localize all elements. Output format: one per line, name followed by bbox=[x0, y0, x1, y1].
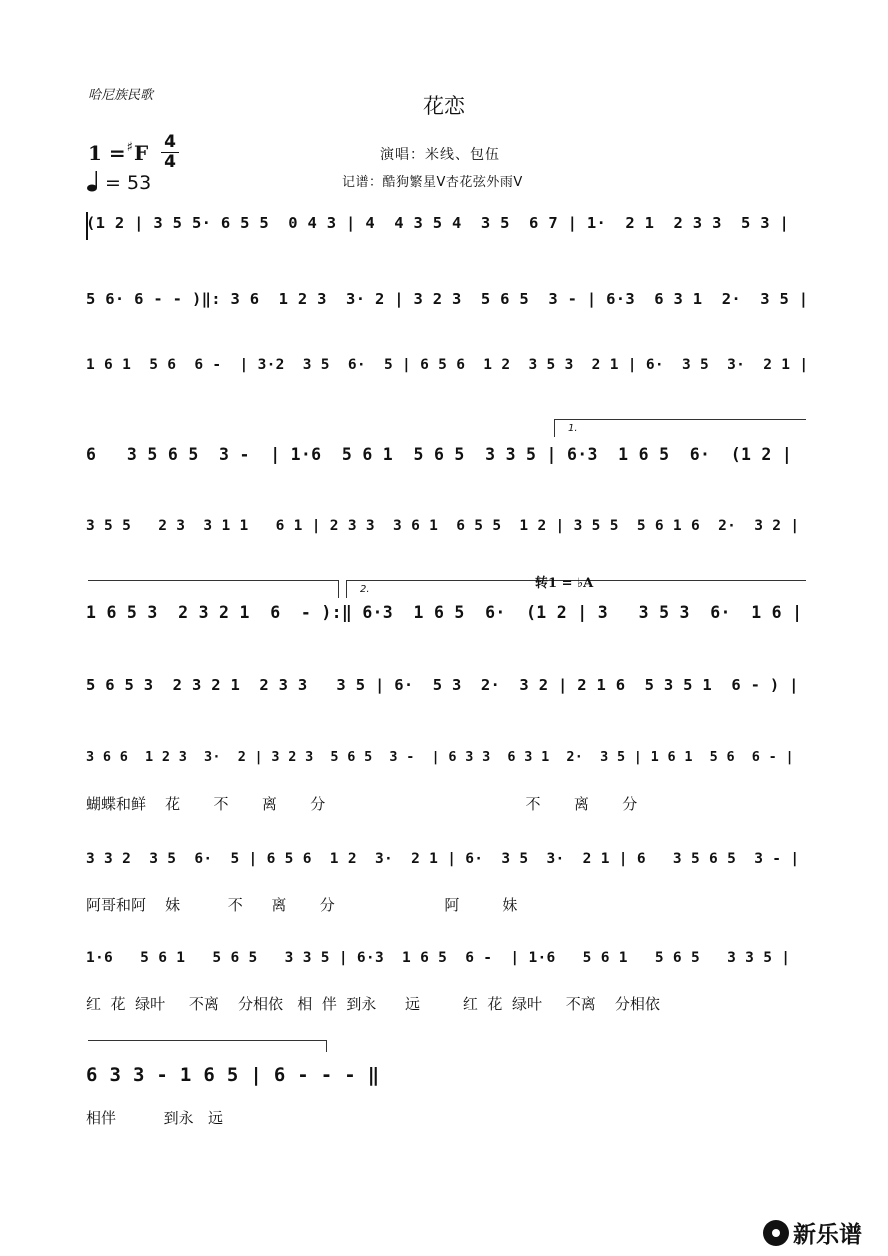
volta-hook bbox=[338, 580, 339, 598]
logo-text: 新乐谱 bbox=[793, 1222, 862, 1248]
volta-2-label: 2. bbox=[360, 584, 370, 595]
sharp-sign: ♯ bbox=[126, 140, 133, 155]
notation-line: 5 6· 6 - - )‖: 3 6 1 2 3 3· 2 | 3 2 3 5 6 5 3 - | 6·3 6 3 1 2· 3 5 | bbox=[86, 290, 809, 308]
lyric-line: 蝴蝶和鲜 花 不 离 分 不 离 分 bbox=[86, 795, 638, 813]
lyric-line: 相伴 到永 远 bbox=[86, 1109, 223, 1127]
volta-hook bbox=[326, 1040, 327, 1052]
time-bottom: 4 bbox=[164, 152, 176, 172]
notation-line: 1 6 1 5 6 6 - | 3·2 3 5 6· 5 | 6 5 6 1 2 3 5 3 2 1 | 6· 3 5 3· 2 1 | bbox=[86, 357, 809, 373]
lyric-line: 红 花 绿叶 不离 分相依 相 伴 到永 远 红 花 绿叶 不离 分相依 bbox=[86, 995, 660, 1013]
time-top: 4 bbox=[164, 132, 176, 152]
modulation-marking: 转1 = ♭A bbox=[535, 576, 594, 591]
volta-line bbox=[88, 1040, 326, 1041]
volta-1-label: 1. bbox=[568, 423, 578, 434]
notation-line: (1 2 | 3 5 5· 6 5 5 0 4 3 | 4 4 3 5 4 3 5 6 7 | 1· 2 1 2 3 3 5 3 | bbox=[86, 214, 790, 232]
song-origin: 哈尼族民歌 bbox=[88, 88, 154, 103]
notation-line: 5 6 5 3 2 3 2 1 2 3 3 3 5 | 6· 5 3 2· 3 2 | 2 1 6 5 3 5 1 6 - ) | bbox=[86, 676, 799, 694]
site-logo bbox=[763, 1216, 862, 1249]
notation-line: 1 6 5 3 2 3 2 1 6 - ):‖ 6·3 1 6 5 6· (1 2 | 3 3 5 3 6· 1 6 | bbox=[86, 603, 803, 622]
notation-line: 6 3 5 6 5 3 - | 1·6 5 6 1 5 6 5 3 3 5 | 6·3 1 6 5 6· (1 2 | bbox=[86, 445, 793, 464]
notation-line: 3 5 5 2 3 3 1 1 6 1 | 2 3 3 3 6 1 6 5 5 1 2 | 3 5 5 5 6 1 6 2· 3 2 | bbox=[86, 518, 800, 534]
quarter-note-icon bbox=[87, 170, 99, 197]
transcriber: 记谱：酷狗繁星V杏花弦外雨V bbox=[342, 175, 523, 190]
volta-hook bbox=[554, 419, 555, 437]
volta-line bbox=[88, 580, 338, 581]
time-signature bbox=[161, 134, 179, 171]
volta-line bbox=[554, 419, 806, 420]
tempo-value: = 53 bbox=[105, 172, 152, 194]
notation-line: 3 3 2 3 5 6· 5 | 6 5 6 1 2 3· 2 1 | 6· 3 5 3· 2 1 | 6 3 5 6 5 3 - | bbox=[86, 851, 800, 867]
key-prefix: 1 = bbox=[88, 141, 126, 165]
record-disc-icon bbox=[763, 1220, 789, 1246]
singers: 演唱：米线、包伍 bbox=[380, 147, 500, 163]
volta-hook bbox=[346, 580, 347, 598]
lyric-line: 阿哥和阿 妹 不 离 分 阿 妹 bbox=[86, 896, 518, 914]
key-note: F bbox=[133, 141, 149, 165]
tempo-marking bbox=[87, 170, 151, 197]
notation-line: 1·6 5 6 1 5 6 5 3 3 5 | 6·3 1 6 5 6 - | 1·6 5 6 1 5 6 5 3 3 5 | bbox=[86, 950, 791, 966]
page-title: 花恋 bbox=[423, 94, 465, 118]
key-signature bbox=[88, 140, 148, 165]
notation-line: 6 3 3 - 1 6 5 | 6 - - - ‖ bbox=[86, 1064, 380, 1086]
notation-line: 3 6 6 1 2 3 3· 2 | 3 2 3 5 6 5 3 - | 6 3 3 6 3 1 2· 3 5 | 1 6 1 5 6 6 - | bbox=[86, 749, 794, 765]
